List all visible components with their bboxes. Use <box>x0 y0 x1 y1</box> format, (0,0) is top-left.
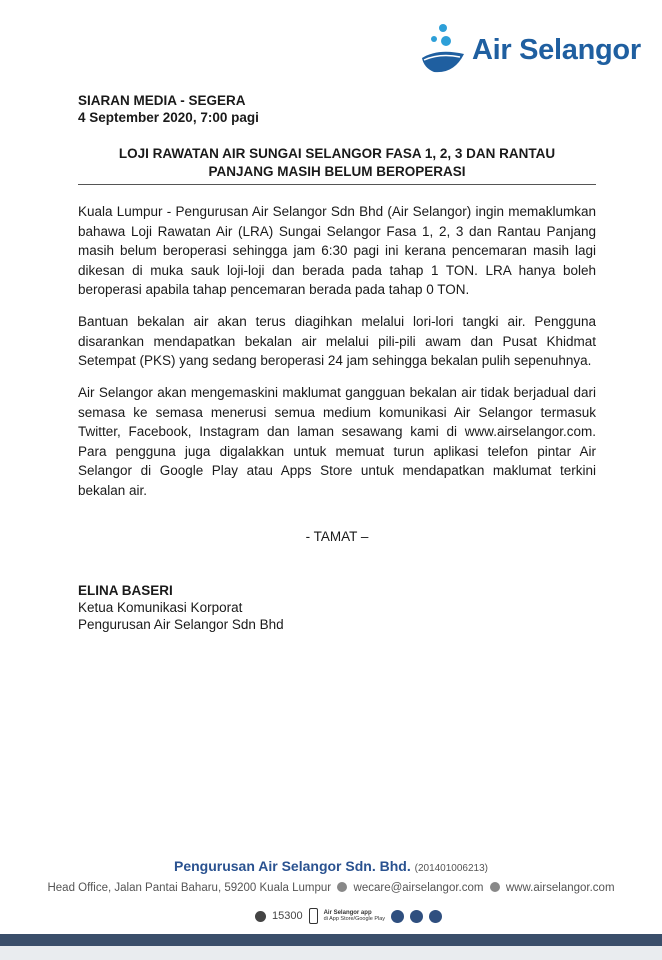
signature-block <box>78 582 284 633</box>
water-drop-logo-icon <box>420 22 472 78</box>
footer-bar-light <box>0 946 662 960</box>
app-title: Air Selangor app <box>323 910 372 916</box>
logo-text: Air Selangor <box>472 34 641 66</box>
footer-company-name: Pengurusan Air Selangor Sdn. Bhd. <box>173 858 411 874</box>
press-date: 4 September 2020, 7:00 pagi <box>78 110 259 125</box>
body-paragraph-2: Bantuan bekalan air akan terus diagihkan melalui lori-lori tangki air. Pengguna disarankan mendapatkan bekalan air melalui pili-pili awam dan Pusat Khidmat Setempat (PKS) yang sedang beroperasi 24 jam sehingga bekalan pulih sepenuhnya. <box>78 314 596 368</box>
globe-icon <box>490 882 500 892</box>
headline-divider <box>78 184 596 185</box>
body-paragraph-1: Kuala Lumpur - Pengurusan Air Selangor Sdn Bhd (Air Selangor) ingin memaklumkan bahawa Loji Rawatan Air (LRA) Sungai Selangor Fasa 1, 2, 3 dan Rantau Panjang masih belum beroperasi sehingga jam 6:30 pagi ini kerana pencemaran masih lagi dikesan di muka sauk loji-loji dan berada pada tahap 1 TON. LRA hanya boleh beroperasi apabila tahap pencemaran berada pada tahap 0 TON. <box>78 204 596 297</box>
signatory-company: Pengurusan Air Selangor Sdn Bhd <box>78 617 284 632</box>
signatory-name: ELINA BASERI <box>78 583 173 598</box>
closing-mark: - TAMAT – <box>305 529 369 544</box>
footer-company <box>0 858 662 874</box>
letterhead-footer <box>0 858 662 922</box>
footer-website[interactable]: www.airselangor.com <box>505 882 615 894</box>
app-subtitle: di App Store/Google Play <box>323 916 386 922</box>
footer-hotline: 15300 <box>272 910 303 922</box>
footer-bar <box>0 934 662 946</box>
press-meta <box>78 92 259 126</box>
headline-line-2: PANJANG MASIH BELUM BEROPERASI <box>208 164 466 179</box>
smartphone-icon <box>309 908 318 924</box>
twitter-icon[interactable] <box>429 910 442 923</box>
phone-icon <box>255 911 266 922</box>
app-promo <box>324 910 385 922</box>
footer-email[interactable]: wecare@airselangor.com <box>353 882 484 894</box>
press-label: SIARAN MEDIA - SEGERA <box>78 93 246 108</box>
footer-address: Head Office, Jalan Pantai Baharu, 59200 Kuala Lumpur <box>47 882 332 894</box>
footer-contact-line <box>0 882 662 894</box>
email-icon <box>337 882 347 892</box>
headline <box>78 145 596 181</box>
body-paragraph-3: Air Selangor akan mengemaskini maklumat gangguan bekalan air tidak berjadual dari semasa ke semasa menerusi semua medium komunikasi Air Selangor termasuk Twitter, Facebook, Instagram dan laman sesawang kami di www.airselangor.com. Para pengguna juga digalakkan untuk memuat turun aplikasi telefon pintar Air Selangor di Google Play atau Apps Store untuk mendapatkan maklumat terkini bekalan air. <box>78 385 596 498</box>
signatory-title: Ketua Komunikasi Korporat <box>78 600 243 615</box>
headline-line-1: LOJI RAWATAN AIR SUNGAI SELANGOR FASA 1, 2, 3 DAN RANTAU <box>118 146 556 161</box>
air-selangor-logo <box>420 22 650 82</box>
footer-icon-row <box>255 906 442 926</box>
instagram-icon[interactable] <box>410 910 423 923</box>
footer-reg-no: (201401006213) <box>414 863 489 874</box>
facebook-icon[interactable] <box>391 910 404 923</box>
